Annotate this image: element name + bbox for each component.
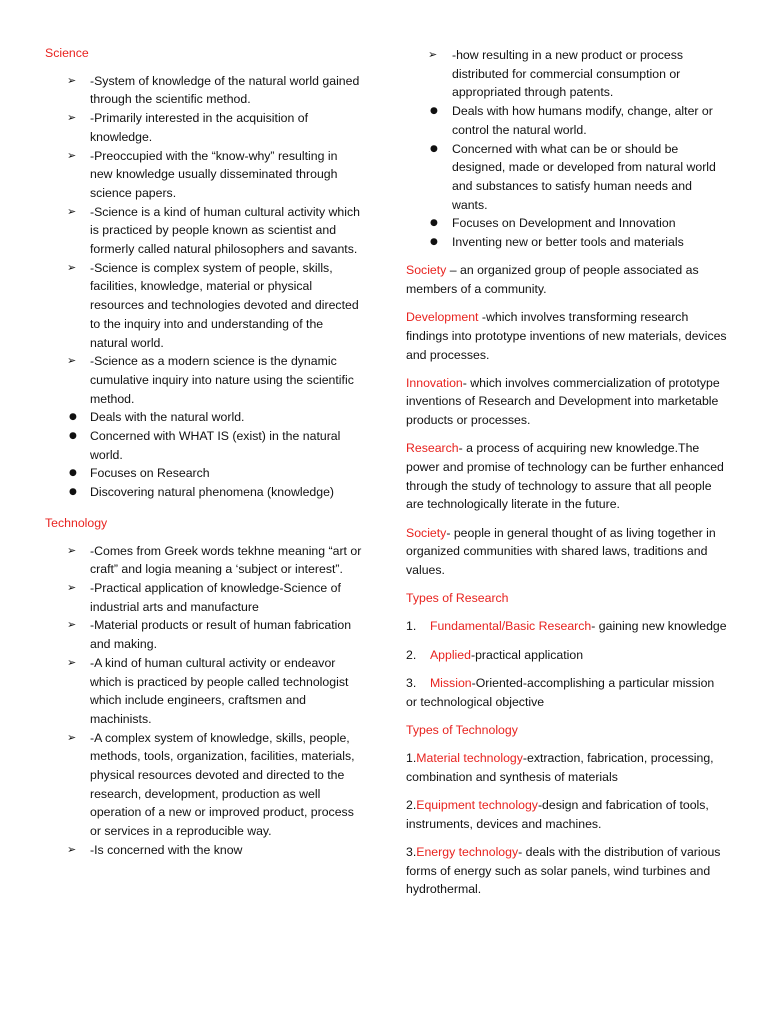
list-item-text: -A complex system of knowledge, skills, people, methods, tools, organization, facilities, materials, physical resources devoted and directed to the research, development, production as well operation of a new or improved product, process or services in a reproducible way.	[90, 730, 355, 839]
list-item-text: -Material products or result of human fabrication and making.	[90, 618, 352, 652]
list-item-text: Deals with how humans modify, change, alter or control the natural world.	[452, 104, 713, 137]
arrow-bullet-icon: ➢	[67, 730, 77, 744]
list-item-text: Concerned with WHAT IS (exist) in the natural world.	[90, 429, 341, 462]
arrow-bullet-icon: ➢	[67, 111, 77, 125]
list-item	[45, 483, 363, 502]
dot-bullet-icon: ●	[430, 218, 438, 229]
item-number: 3.	[406, 844, 417, 859]
arrow-bullet-icon: ➢	[67, 260, 77, 274]
list-item-text: Concerned with what can be or should be designed, made or developed from natural world and substances to satisfy human needs and wants.	[452, 141, 716, 212]
arrow-bullet-icon: ➢	[67, 543, 77, 557]
technology-list	[45, 542, 363, 860]
item-text: - gaining new knowledge	[591, 619, 727, 634]
society-people-definition	[406, 524, 728, 580]
list-item	[406, 233, 728, 252]
item-term: Material technology	[416, 751, 523, 765]
item-text: -practical application	[470, 647, 584, 662]
list-item-text: -Primarily interested in the acquisition of knowledge.	[90, 111, 309, 144]
list-item	[45, 147, 363, 203]
list-item	[406, 214, 728, 233]
definition-term: Society	[406, 525, 447, 540]
list-item-text: -Practical application of knowledge-Science of industrial arts and manufacture	[90, 580, 341, 614]
technology-continued-list	[406, 46, 728, 252]
list-item	[406, 102, 728, 139]
list-item	[45, 841, 363, 860]
item-number: 2.	[406, 797, 417, 812]
research-definition	[406, 439, 728, 514]
types-of-technology-heading: Types of Technology	[406, 722, 518, 737]
list-item	[45, 729, 363, 841]
arrow-bullet-icon: ➢	[67, 618, 77, 632]
list-item-text: -Science as a modern science is the dynamic cumulative inquiry into nature using the scientific method.	[90, 354, 354, 406]
list-item	[45, 542, 363, 579]
list-item-text: -Comes from Greek words tekhne meaning “art or craft” and logia meaning a ‘subject or interest”.	[90, 543, 362, 577]
item-text: -Oriented-accomplishing a particular mission or technological objective	[406, 675, 715, 709]
list-item	[45, 259, 363, 353]
list-item-text: Focuses on Research	[90, 466, 210, 481]
list-item-text: Focuses on Development and Innovation	[452, 216, 676, 231]
item-term: Equipment technology	[416, 797, 538, 812]
arrow-bullet-icon: ➢	[428, 48, 438, 61]
arrow-bullet-icon: ➢	[67, 354, 77, 368]
science-list	[45, 72, 363, 502]
dot-bullet-icon: ●	[430, 143, 438, 154]
arrow-bullet-icon: ➢	[67, 655, 77, 669]
item-text: -design and fabrication of tools, instruments, devices and machines.	[406, 797, 709, 831]
item-term: Applied	[429, 647, 471, 662]
left-column	[45, 44, 363, 860]
item-term: Fundamental/Basic Research	[429, 619, 592, 634]
list-item-text: -System of knowledge of the natural world gained through the scientific method.	[90, 73, 360, 107]
definition-term: Society	[406, 263, 447, 278]
arrow-bullet-icon: ➢	[67, 204, 77, 218]
dot-bullet-icon: ●	[69, 468, 77, 479]
list-item	[45, 427, 363, 464]
dot-bullet-icon: ●	[69, 412, 77, 423]
technology-type-item	[406, 796, 728, 833]
definition-term: Innovation	[406, 375, 463, 390]
item-number: 3.	[406, 675, 417, 690]
definition-text: – an organized group of people associated as members of a community.	[406, 263, 699, 296]
list-item	[45, 616, 363, 653]
dot-bullet-icon: ●	[69, 431, 77, 442]
research-type-item	[406, 646, 728, 665]
list-item	[45, 203, 363, 259]
list-item-text: -how resulting in a new product or process distributed for commercial consumption or appropriated through patents.	[452, 48, 684, 100]
list-item	[45, 109, 363, 146]
definition-text: -which involves transforming research findings into prototype inventions of new materials, devices and processes.	[406, 310, 727, 362]
list-item-text: Inventing new or better tools and materials	[452, 235, 684, 250]
definition-text: - a process of acquiring new knowledge.The power and promise of technology can be further enhanced through the study of technology to assure that all people are technologically literate in the future.	[406, 441, 724, 512]
development-definition	[406, 308, 728, 364]
item-term: Energy technology	[416, 844, 519, 859]
list-item-text: Discovering natural phenomena (knowledge)	[90, 485, 335, 500]
item-number: 2.	[406, 647, 417, 662]
technology-type-item	[406, 749, 728, 786]
dot-bullet-icon: ●	[430, 106, 438, 117]
definition-term: Research	[406, 441, 459, 456]
arrow-bullet-icon: ➢	[67, 842, 77, 856]
item-number: 1.	[406, 751, 417, 765]
list-item	[45, 408, 363, 427]
arrow-bullet-icon: ➢	[67, 148, 77, 162]
list-item-text: -Preoccupied with the “know-why” resulting in new knowledge usually disseminated through science papers.	[90, 148, 338, 200]
technology-type-item	[406, 843, 728, 899]
item-number: 1.	[406, 619, 417, 634]
list-item	[45, 72, 363, 109]
list-item	[45, 352, 363, 408]
arrow-bullet-icon: ➢	[67, 73, 77, 87]
item-term: Mission	[429, 675, 472, 690]
list-item	[45, 654, 363, 729]
technology-heading: Technology	[45, 515, 108, 530]
types-of-research-heading: Types of Research	[406, 591, 509, 606]
science-heading: Science	[45, 46, 89, 60]
list-item-text: -Science is a kind of human cultural activity which is practiced by people known as scientist and formerly called natural philosophers and savants.	[90, 204, 360, 257]
arrow-bullet-icon: ➢	[67, 580, 77, 594]
dot-bullet-icon: ●	[69, 487, 77, 498]
list-item-text: -Is concerned with the know	[90, 842, 243, 857]
item-text: -extraction, fabrication, processing, combination and synthesis of materials	[406, 751, 714, 784]
right-column	[406, 46, 728, 899]
research-type-item	[406, 617, 728, 636]
list-item	[406, 46, 728, 102]
society-definition	[406, 261, 728, 298]
definition-text: - which involves commercialization of prototype inventions of Research and Development into marketable products or processes.	[406, 375, 720, 428]
list-item	[45, 579, 363, 616]
item-text: - deals with the distribution of various forms of energy such as solar panels, wind turbines and hydrothermal.	[406, 844, 721, 897]
dot-bullet-icon: ●	[430, 237, 438, 248]
list-item	[406, 140, 728, 215]
research-type-item	[406, 674, 728, 711]
list-item-text: -Science is complex system of people, skills, facilities, knowledge, material or physical resources and technologies devoted and directed to the inquiry into and understanding of the natural world.	[90, 260, 359, 350]
list-item-text: Deals with the natural world.	[90, 410, 245, 425]
definition-text: - people in general thought of as living together in organized communities with shared laws, traditions and values.	[406, 525, 716, 578]
innovation-definition	[406, 374, 728, 430]
definition-term: Development	[406, 310, 479, 325]
list-item	[45, 464, 363, 483]
list-item-text: -A kind of human cultural activity or endeavor which is practiced by people called technologist which include engineers, craftsmen and machinists.	[90, 655, 349, 726]
